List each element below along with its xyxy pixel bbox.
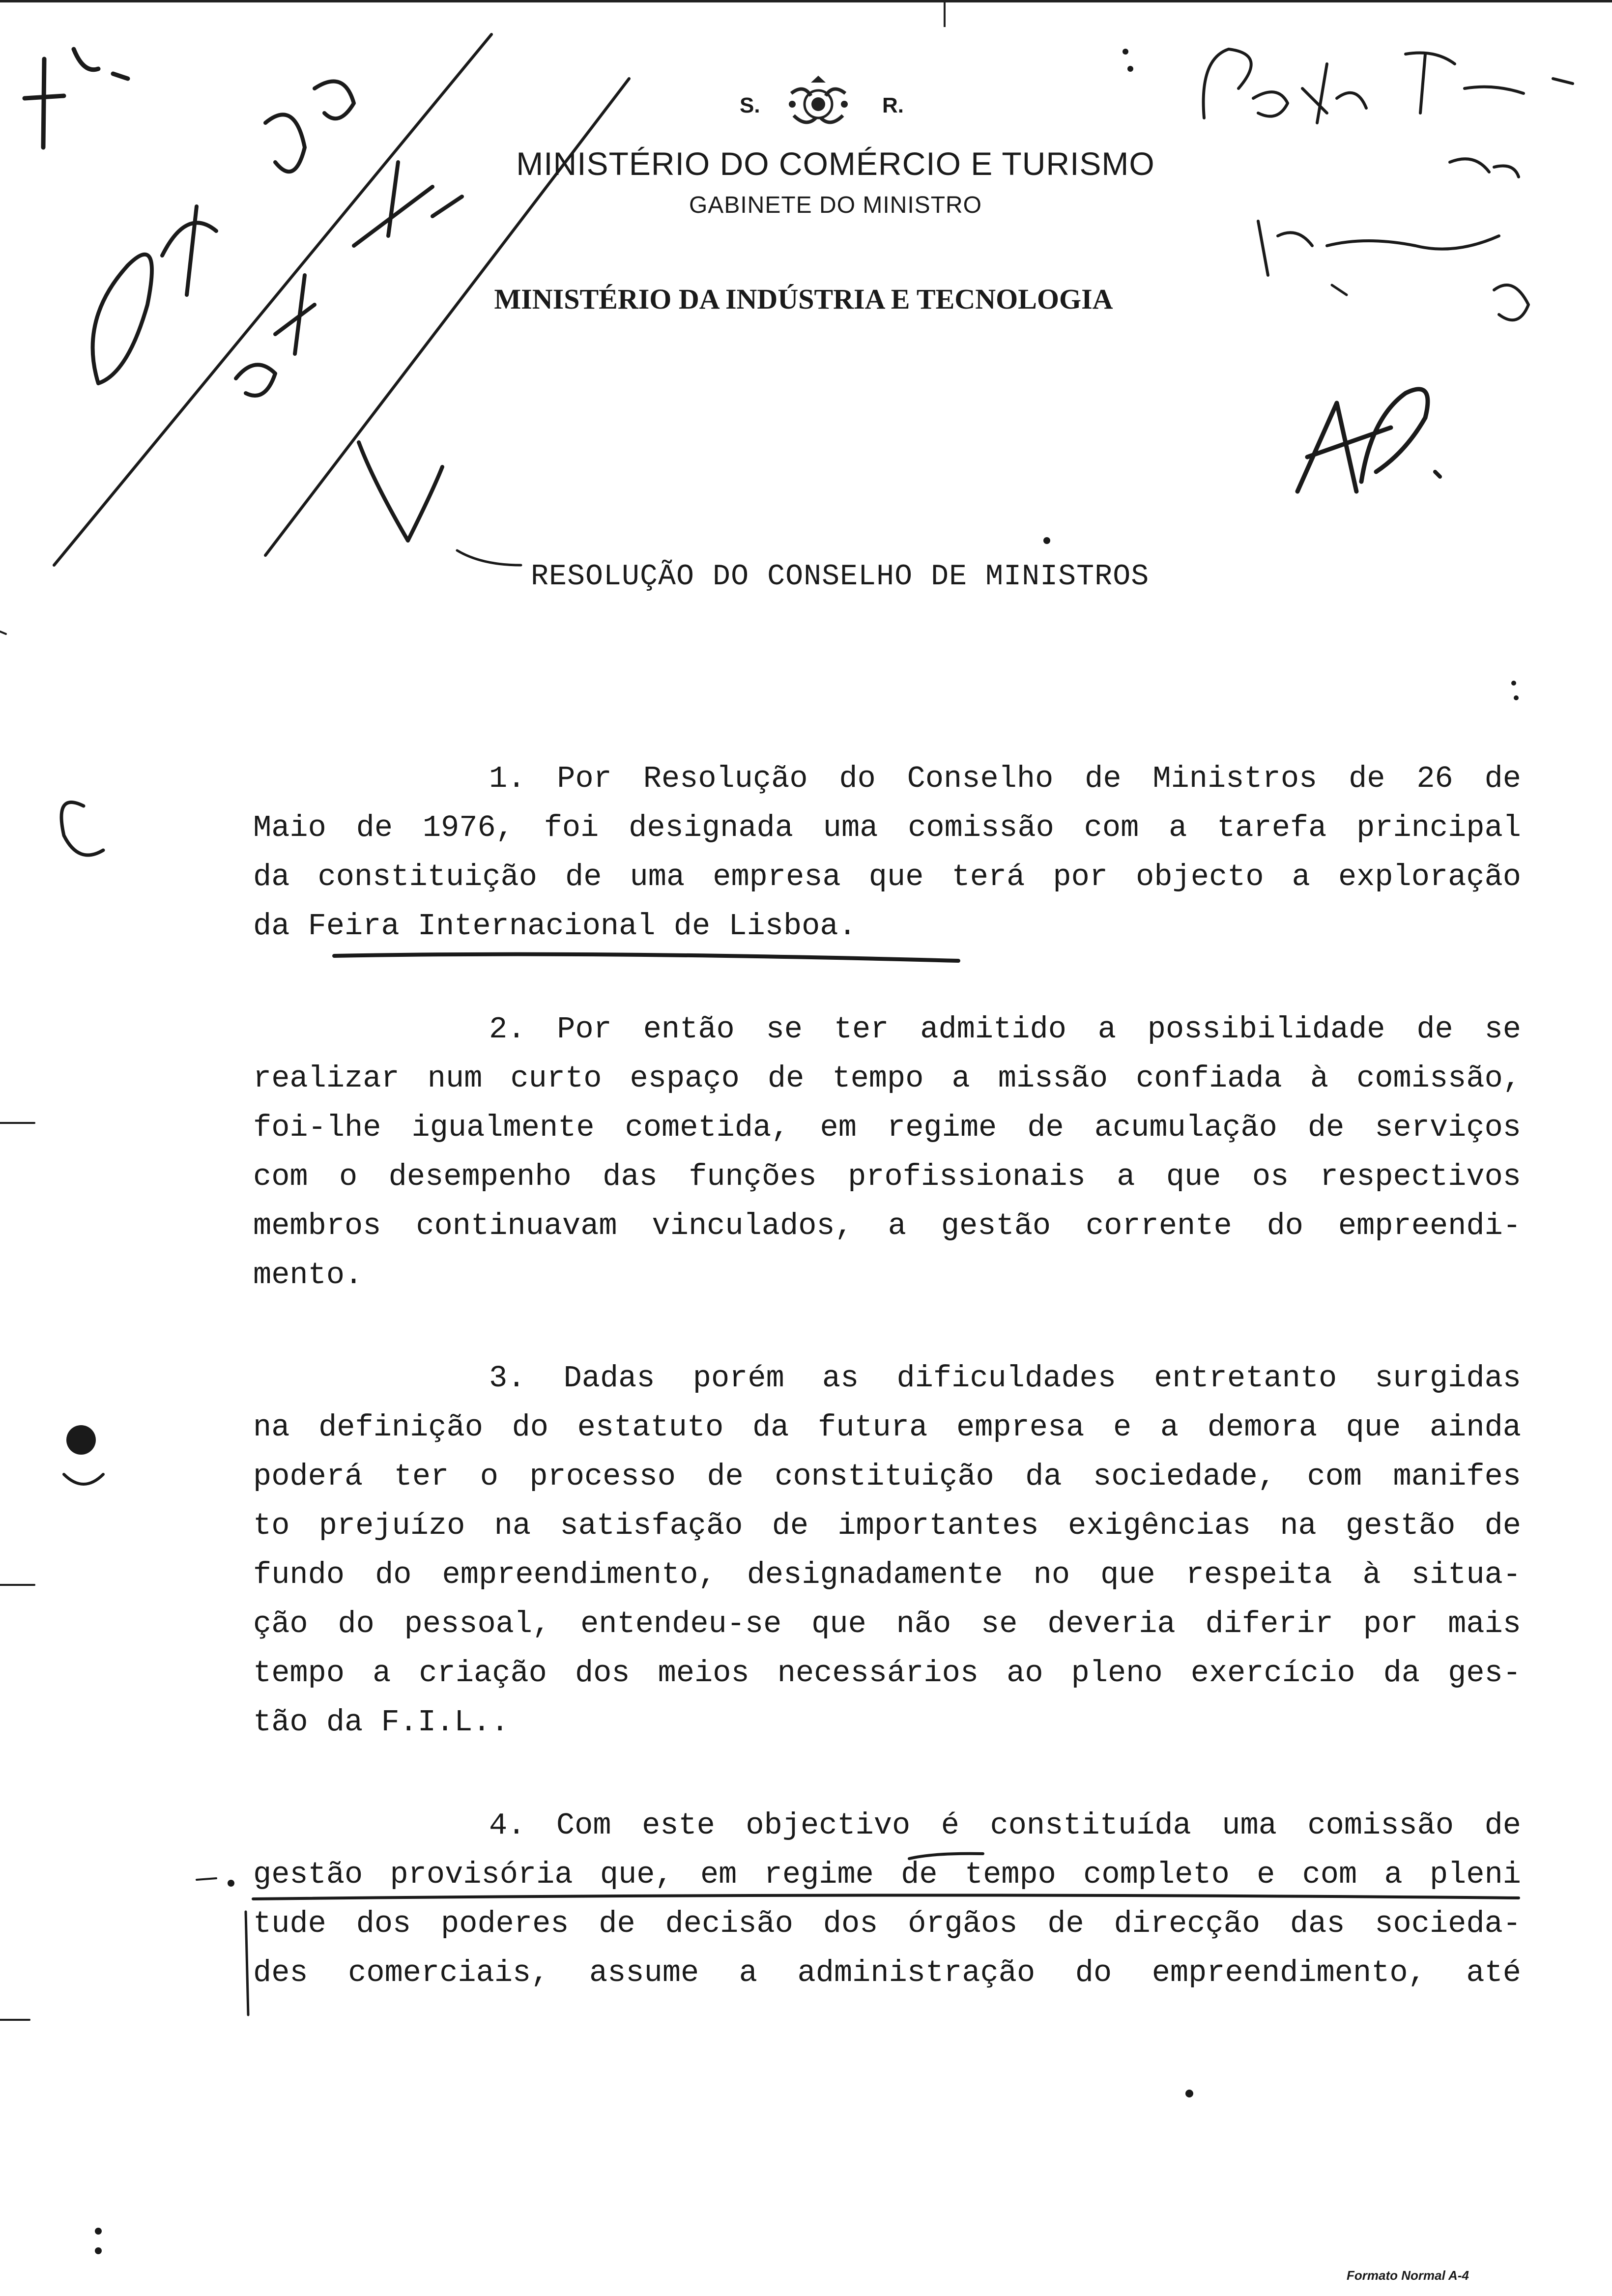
paragraph-line: 1. Por Resolução do Conselho de Ministros de 26 de (489, 761, 1521, 796)
paragraph-line: 4. Com este objectivo é constituída uma comissão de (489, 1808, 1521, 1843)
letterhead-seal (727, 74, 914, 133)
paragraph-4 (253, 1801, 1521, 1998)
paragraph-line: gestão provisória que, em regime de tempo completo e com a pleni (253, 1857, 1521, 1892)
paragraph-line: da constituição de uma empresa que terá por objecto a exploração (253, 860, 1521, 894)
paragraph-line: realizar num curto espaço de tempo a missão confiada à comissão, (253, 1061, 1521, 1096)
paragraph-line: da Feira Internacional de Lisboa. (253, 909, 857, 944)
paragraph-line: foi-lhe igualmente cometida, em regime de acumulação de serviços (253, 1110, 1521, 1145)
paragraph-1 (253, 754, 1521, 951)
paragraph-line: mento. (253, 1258, 363, 1292)
paragraph-line: tempo a criação dos meios necessários ao pleno exercício da ges- (253, 1656, 1521, 1691)
paper-format-footer: Formato Normal A-4 (1347, 2268, 1469, 2283)
paragraph-line: fundo do empreendimento, designadamente no que respeita à situa- (253, 1557, 1521, 1592)
top-tick-mark (944, 0, 946, 27)
paragraph-line: 3. Dadas porém as dificuldades entretanto surgidas (489, 1361, 1521, 1396)
top-border-line (0, 0, 1612, 2)
paragraph-2 (253, 1005, 1521, 1300)
paragraph-line: tude dos poderes de decisão dos órgãos de direcção das socieda- (253, 1906, 1521, 1941)
cabinet-subheading: GABINETE DO MINISTRO (689, 192, 982, 218)
paragraph-line: membros continuavam vinculados, a gestão corrente do empreendi- (253, 1208, 1521, 1243)
paragraph-line: Maio de 1976, foi designada uma comissão com a tarefa principal (253, 810, 1521, 845)
paragraph-line: des comerciais, assume a administração do empreendimento, até (253, 1955, 1521, 1990)
seal-letter-right: R. (882, 93, 904, 117)
seal-letter-left: S. (740, 93, 760, 117)
paragraph-line: to prejuízo na satisfação de importantes exigências na gestão de (253, 1508, 1521, 1543)
paragraph-line: 2. Por então se ter admitido a possibilidade de se (489, 1012, 1521, 1047)
paragraph-3 (253, 1354, 1521, 1747)
paragraph-line: ção do pessoal, entendeu-se que não se deveria diferir por mais (253, 1607, 1521, 1641)
coat-of-arms-icon (781, 74, 855, 133)
paragraph-line: na definição do estatuto da futura empresa e a demora que ainda (253, 1410, 1521, 1445)
paragraph-line: com o desempenho das funções profissionais a que os respectivos (253, 1159, 1521, 1194)
resolution-title: RESOLUÇÃO DO CONSELHO DE MINISTROS (531, 560, 1150, 594)
ministry-industry-heading: MINISTÉRIO DA INDÚSTRIA E TECNOLOGIA (494, 283, 1113, 315)
paragraph-line: poderá ter o processo de constituição da sociedade, com manifes (253, 1459, 1521, 1494)
paragraph-line: tão da F.I.L.. (253, 1705, 509, 1740)
ministry-commerce-heading: MINISTÉRIO DO COMÉRCIO E TURISMO (516, 145, 1155, 182)
